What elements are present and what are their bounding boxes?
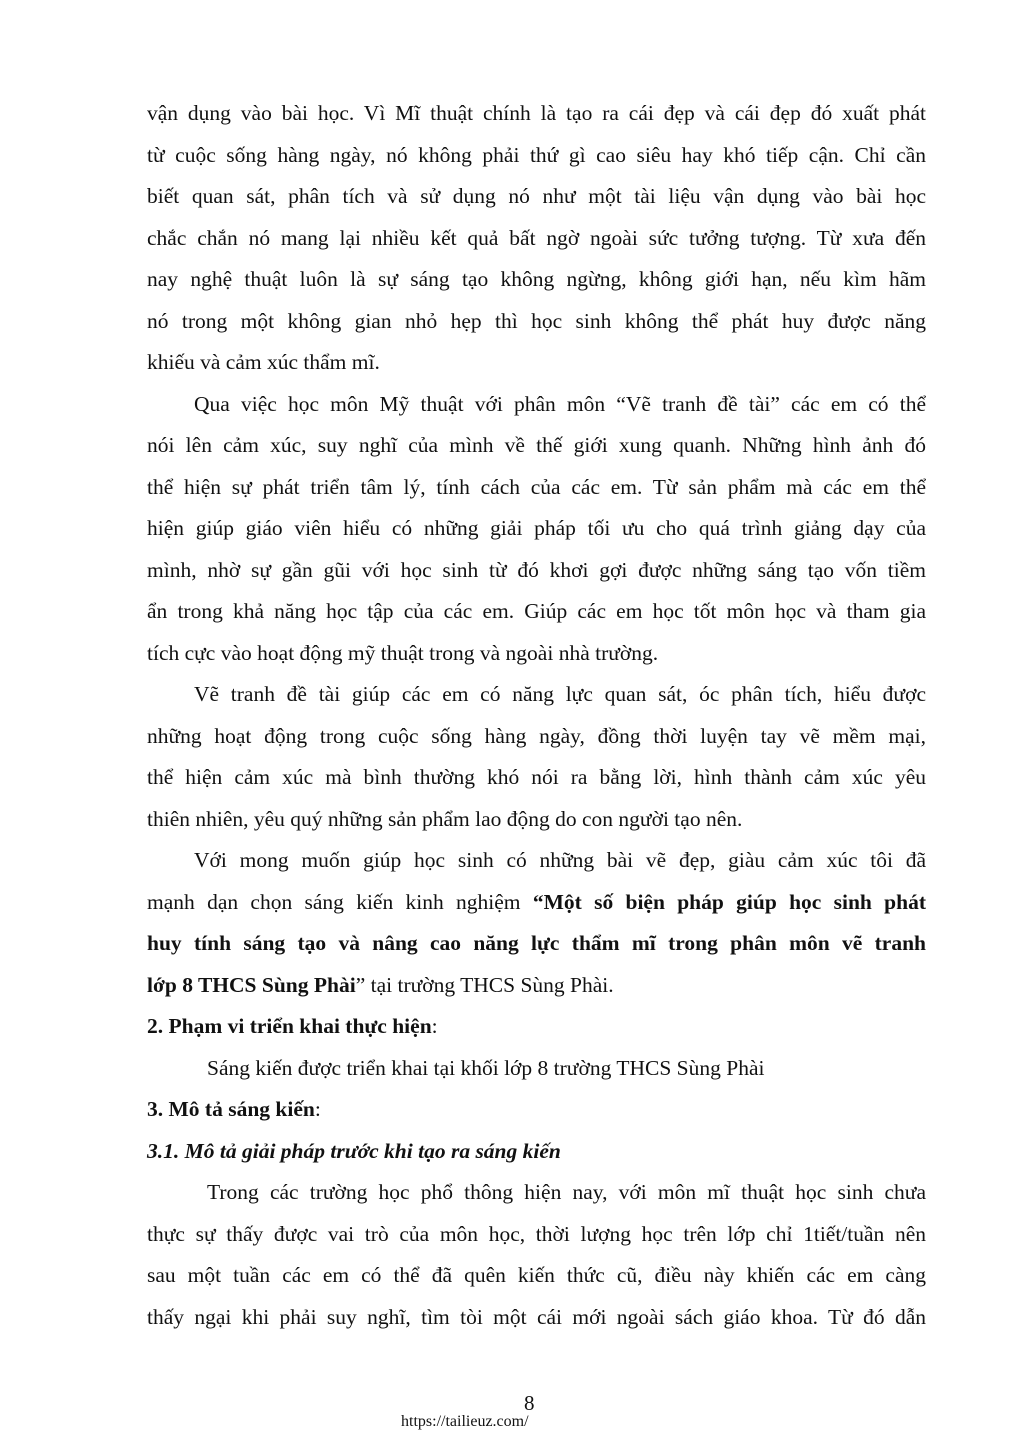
initiative-title-text: lớp 8 THCS Sùng Phài xyxy=(147,973,356,997)
heading-colon: : xyxy=(314,1097,321,1121)
section-heading xyxy=(147,1095,321,1123)
paragraph-line: Qua việc học môn Mỹ thuật với phân môn “Vẽ tranh đề tài” các em có thể xyxy=(194,392,926,416)
page-number: 8 xyxy=(524,1391,535,1415)
initiative-title-text: “Một số biện pháp giúp học sinh phát xyxy=(532,890,926,914)
paragraph-line: thể hiện cảm xúc mà bình thường khó nói ra bằng lời, hình thành cảm xúc yêu xyxy=(147,765,926,789)
paragraph-line: nói lên cảm xúc, suy nghĩ của mình về thế giới xung quanh. Những hình ảnh đó xyxy=(147,433,926,457)
paragraph-line: thể hiện sự phát triển tâm lý, tính cách của các em. Từ sản phẩm mà các em thể xyxy=(147,475,926,499)
paragraph-line: biết quan sát, phân tích và sử dụng nó như một tài liệu vận dụng vào bài học xyxy=(147,184,926,208)
paragraph-line: Vẽ tranh đề tài giúp các em có năng lực quan sát, óc phân tích, hiểu được xyxy=(194,682,926,706)
paragraph-line: thực sự thấy được vai trò của môn học, thời lượng học trên lớp chỉ 1tiết/tuần nên xyxy=(147,1222,926,1246)
paragraph-line: những hoạt động trong cuộc sống hàng ngày, đồng thời luyện tay vẽ mềm mại, xyxy=(147,724,926,748)
paragraph-line: chắc chắn nó mang lại nhiều kết quả bất ngờ ngoài sức tưởng tượng. Từ xưa đến xyxy=(147,226,926,250)
subsection-heading: 3.1. Mô tả giải pháp trước khi tạo ra sáng kiến xyxy=(147,1139,561,1163)
footer-url-link[interactable]: https://tailieuz.com/ xyxy=(401,1413,529,1430)
heading-colon: : xyxy=(431,1014,438,1038)
paragraph-line: Với mong muốn giúp học sinh có những bài vẽ đẹp, giàu cảm xúc tôi đã xyxy=(194,848,926,872)
paragraph-line: khiếu và cảm xúc thẩm mĩ. xyxy=(147,350,380,374)
section-heading xyxy=(147,1012,438,1040)
paragraph-line: Sáng kiến được triển khai tại khối lớp 8 trường THCS Sùng Phài xyxy=(207,1056,765,1080)
paragraph-line xyxy=(147,971,614,999)
paragraph-line: thiên nhiên, yêu quý những sản phẩm lao động do con người tạo nên. xyxy=(147,807,743,831)
section-heading-text: 3. Mô tả sáng kiến xyxy=(147,1097,315,1121)
paragraph-line: từ cuộc sống hàng ngày, nó không phải thứ gì cao siêu hay khó tiếp cận. Chỉ cần xyxy=(147,143,926,167)
paragraph-line: hiện giúp giáo viên hiểu có những giải pháp tối ưu cho quá trình giảng dạy của xyxy=(147,516,926,540)
paragraph-line: tích cực vào hoạt động mỹ thuật trong và ngoài nhà trường. xyxy=(147,641,659,665)
initiative-title-text: huy tính sáng tạo và nâng cao năng lực thẩm mĩ trong phân môn vẽ tranh xyxy=(147,931,926,955)
paragraph-line: Trong các trường học phổ thông hiện nay, với môn mĩ thuật học sinh chưa xyxy=(207,1180,926,1204)
paragraph-text: ” tại trường THCS Sùng Phài. xyxy=(355,973,614,997)
paragraph-line: nay nghệ thuật luôn là sự sáng tạo không ngừng, không giới hạn, nếu kìm hãm xyxy=(147,267,926,291)
paragraph-line: ẩn trong khả năng học tập của các em. Giúp các em học tốt môn học và tham gia xyxy=(147,599,926,623)
paragraph-line: vận dụng vào bài học. Vì Mĩ thuật chính là tạo ra cái đẹp và cái đẹp đó xuất phát xyxy=(147,101,926,125)
paragraph-text: mạnh dạn chọn sáng kiến kinh nghiệm xyxy=(147,890,533,914)
section-heading-text: 2. Phạm vi triển khai thực hiện xyxy=(147,1014,432,1038)
paragraph-line: mình, nhờ sự gần gũi với học sinh từ đó khơi gợi được những sáng tạo vốn tiềm xyxy=(147,558,926,582)
paragraph-line: thấy ngại khi phải suy nghĩ, tìm tòi một cái mới ngoài sách giáo khoa. Từ đó dẫn xyxy=(147,1305,926,1329)
paragraph-line: sau một tuần các em có thể đã quên kiến thức cũ, điều này khiến các em càng xyxy=(147,1263,926,1287)
paragraph-line xyxy=(147,888,926,916)
paragraph-line: nó trong một không gian nhỏ hẹp thì học sinh không thể phát huy được năng xyxy=(147,309,926,333)
